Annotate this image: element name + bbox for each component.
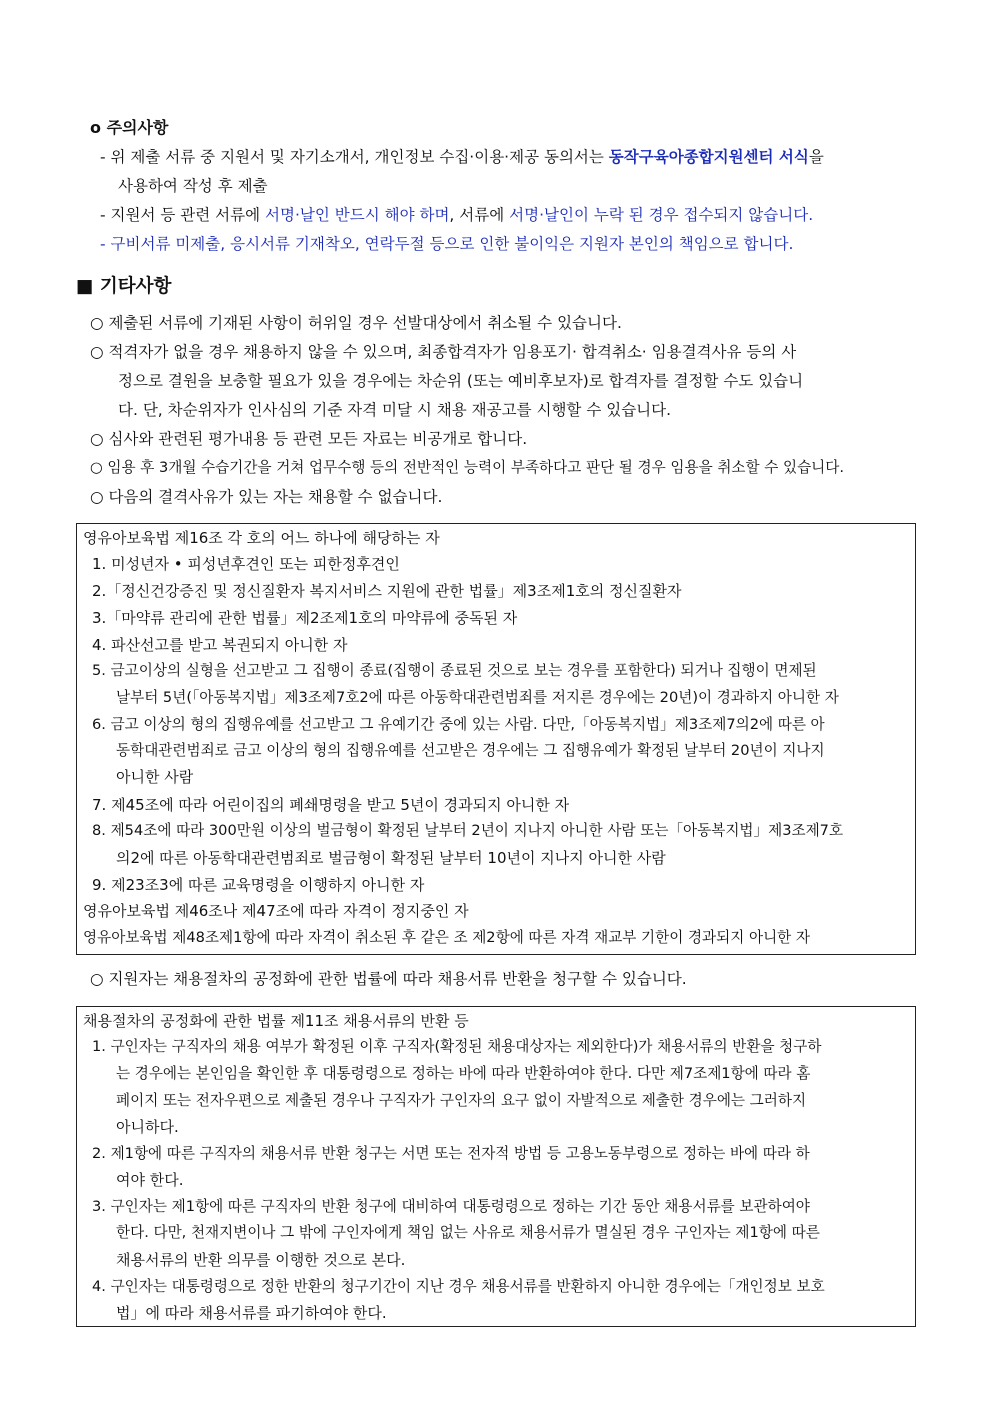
box1-line-2: 2.「정신건강증진 및 정신질환자 복지서비스 지원에 관한 법률」제3조제1호의 정신질환자	[92, 582, 682, 600]
box1-line-6: 6. 금고 이상의 형의 집행유예를 선고받고 그 유예기간 중에 있는 사람. 다만,「아동복지법」제3조제7의2에 따른 아	[92, 716, 825, 733]
box2-line-4-cont: 법」에 따라 채용서류를 파기하여야 한다.	[116, 1304, 387, 1322]
box2-line-3: 3. 구인자는 제1항에 따른 구직자의 반환 청구에 대비하여 대통령령으로 정하는 기간 동안 채용서류를 보관하여야	[92, 1198, 810, 1215]
return-note: ○ 지원자는 채용절차의 공정화에 관한 법률에 따라 채용서류 반환을 청구할 수 있습니다.	[90, 970, 687, 988]
box2-line-1-cont1: 는 경우에는 본인임을 확인한 후 대통령령으로 정하는 바에 따라 반환하여야 한다. 다만 제7조제1항에 따라 홈	[116, 1065, 811, 1082]
notice-heading: o 주의사항	[90, 118, 169, 137]
box1-footer-2: 영유아보육법 제48조제1항에 따라 자격이 취소된 후 같은 조 제2항에 따른 자격 재교부 기한이 경과되지 아니한 자	[83, 929, 811, 946]
notice-item-2-highlight2: 서명·날인이 누락 된 경우 접수되지 않습니다.	[509, 206, 814, 224]
box1-line-6-cont2: 아니한 사람	[116, 768, 194, 786]
notice-item-1-suffix: 을	[808, 148, 824, 166]
box1-line-8: 8. 제54조에 따라 300만원 이상의 벌금형이 확정된 날부터 2년이 지나지 아니한 사람 또는「아동복지법」제3조제7호	[92, 822, 844, 839]
box2-header: 채용절차의 공정화에 관한 법률 제11조 채용서류의 반환 등	[83, 1012, 469, 1030]
etc-line-2-cont1: 정으로 결원을 보충할 필요가 있을 경우에는 차순위 (또는 예비후보자)로 합격자를 결정할 수도 있습니	[118, 372, 804, 390]
box1-line-5-cont: 날부터 5년(「아동복지법」제3조제7호2에 따른 아동학대관련범죄를 저지른 경우에는 20년)이 경과하지 아니한 자	[116, 689, 839, 706]
box1-line-6-cont1: 동학대관련범죄로 금고 이상의 형의 집행유예를 선고받은 경우에는 그 집행유예가 확정된 날부터 20년이 지나지	[116, 742, 825, 759]
box1-line-4: 4. 파산선고를 받고 복권되지 아니한 자	[92, 636, 348, 654]
notice-item-1-cont: 사용하여 작성 후 제출	[118, 177, 268, 195]
notice-item-3: - 구비서류 미제출, 응시서류 기재착오, 연락두절 등으로 인한 불이익은 지원자 본인의 책임으로 합니다.	[100, 235, 794, 253]
box2-line-1-cont2: 페이지 또는 전자우편으로 제출된 경우나 구직자가 구인자의 요구 없이 자발적으로 제출한 경우에는 그러하지	[116, 1092, 807, 1109]
notice-item-1-text: - 위 제출 서류 중 지원서 및 자기소개서, 개인정보 수집·이용·제공 동의서는	[100, 148, 609, 166]
box2-line-2: 2. 제1항에 따른 구직자의 채용서류 반환 청구는 서면 또는 전자적 방법 등 고용노동부령으로 정하는 바에 따라 하	[92, 1145, 810, 1162]
box1-line-9: 9. 제23조3에 따른 교육명령을 이행하지 아니한 자	[92, 876, 425, 894]
box1-header: 영유아보육법 제16조 각 호의 어느 하나에 해당하는 자	[83, 529, 440, 547]
etc-line-5: ○ 다음의 결격사유가 있는 자는 채용할 수 없습니다.	[90, 488, 443, 506]
etc-heading: ■ 기타사항	[76, 276, 172, 297]
box1-line-7: 7. 제45조에 따라 어린이집의 폐쇄명령을 받고 5년이 경과되지 아니한 자	[92, 796, 570, 814]
etc-line-1: ○ 제출된 서류에 기재된 사항이 허위일 경우 선발대상에서 취소될 수 있습니다.	[90, 314, 622, 332]
notice-item-2-text: - 지원서 등 관련 서류에	[100, 206, 265, 224]
etc-line-2: ○ 적격자가 없을 경우 채용하지 않을 수 있으며, 최종합격자가 임용포기· 합격취소· 임용결격사유 등의 사	[90, 343, 797, 361]
notice-item-2-mid: , 서류에	[449, 206, 510, 224]
box1-line-8-cont: 의2에 따른 아동학대관련범죄로 벌금형이 확정된 날부터 10년이 지나지 아니한 사람	[116, 849, 666, 867]
etc-line-2-cont2: 다. 단, 차순위자가 인사심의 기준 자격 미달 시 채용 재공고를 시행할 수 있습니다.	[118, 401, 672, 419]
box2-line-4: 4. 구인자는 대통령령으로 정한 반환의 청구기간이 지난 경우 채용서류를 반환하지 아니한 경우에는「개인정보 보호	[92, 1278, 825, 1295]
notice-item-1-highlight: 동작구육아종합지원센터 서식	[608, 148, 809, 166]
notice-item-1	[100, 146, 824, 168]
notice-item-2-highlight: 서명·날인 반드시 해야 하며	[265, 206, 450, 224]
box1-line-3: 3.「마약류 관리에 관한 법률」제2조제1호의 마약류에 중독된 자	[92, 609, 518, 627]
box2-line-3-cont2: 채용서류의 반환 의무를 이행한 것으로 본다.	[116, 1251, 406, 1269]
etc-line-4: ○ 임용 후 3개월 수습기간을 거쳐 업무수행 등의 전반적인 능력이 부족하다고 판단 될 경우 임용을 취소할 수 있습니다.	[90, 459, 845, 476]
box1-line-5: 5. 금고이상의 실형을 선고받고 그 집행이 종료(집행이 종료된 것으로 보는 경우를 포함한다) 되거나 집행이 면제된	[92, 662, 817, 679]
box1-line-1: 1. 미성년자 • 피성년후견인 또는 피한정후견인	[92, 555, 400, 573]
notice-item-2	[100, 204, 813, 226]
box2-line-1: 1. 구인자는 구직자의 채용 여부가 확정된 이후 구직자(확정된 채용대상자는 제외한다)가 채용서류의 반환을 청구하	[92, 1038, 822, 1055]
box1-footer-1: 영유아보육법 제46조나 제47조에 따라 자격이 정지중인 자	[83, 902, 469, 920]
box2-line-3-cont1: 한다. 다만, 천재지변이나 그 밖에 구인자에게 책임 없는 사유로 채용서류가 멸실된 경우 구인자는 제1항에 따른	[116, 1224, 820, 1241]
etc-line-3: ○ 심사와 관련된 평가내용 등 관련 모든 자료는 비공개로 합니다.	[90, 430, 528, 448]
box2-line-2-cont: 여야 한다.	[116, 1171, 184, 1189]
box2-line-1-cont3: 아니하다.	[116, 1118, 179, 1136]
